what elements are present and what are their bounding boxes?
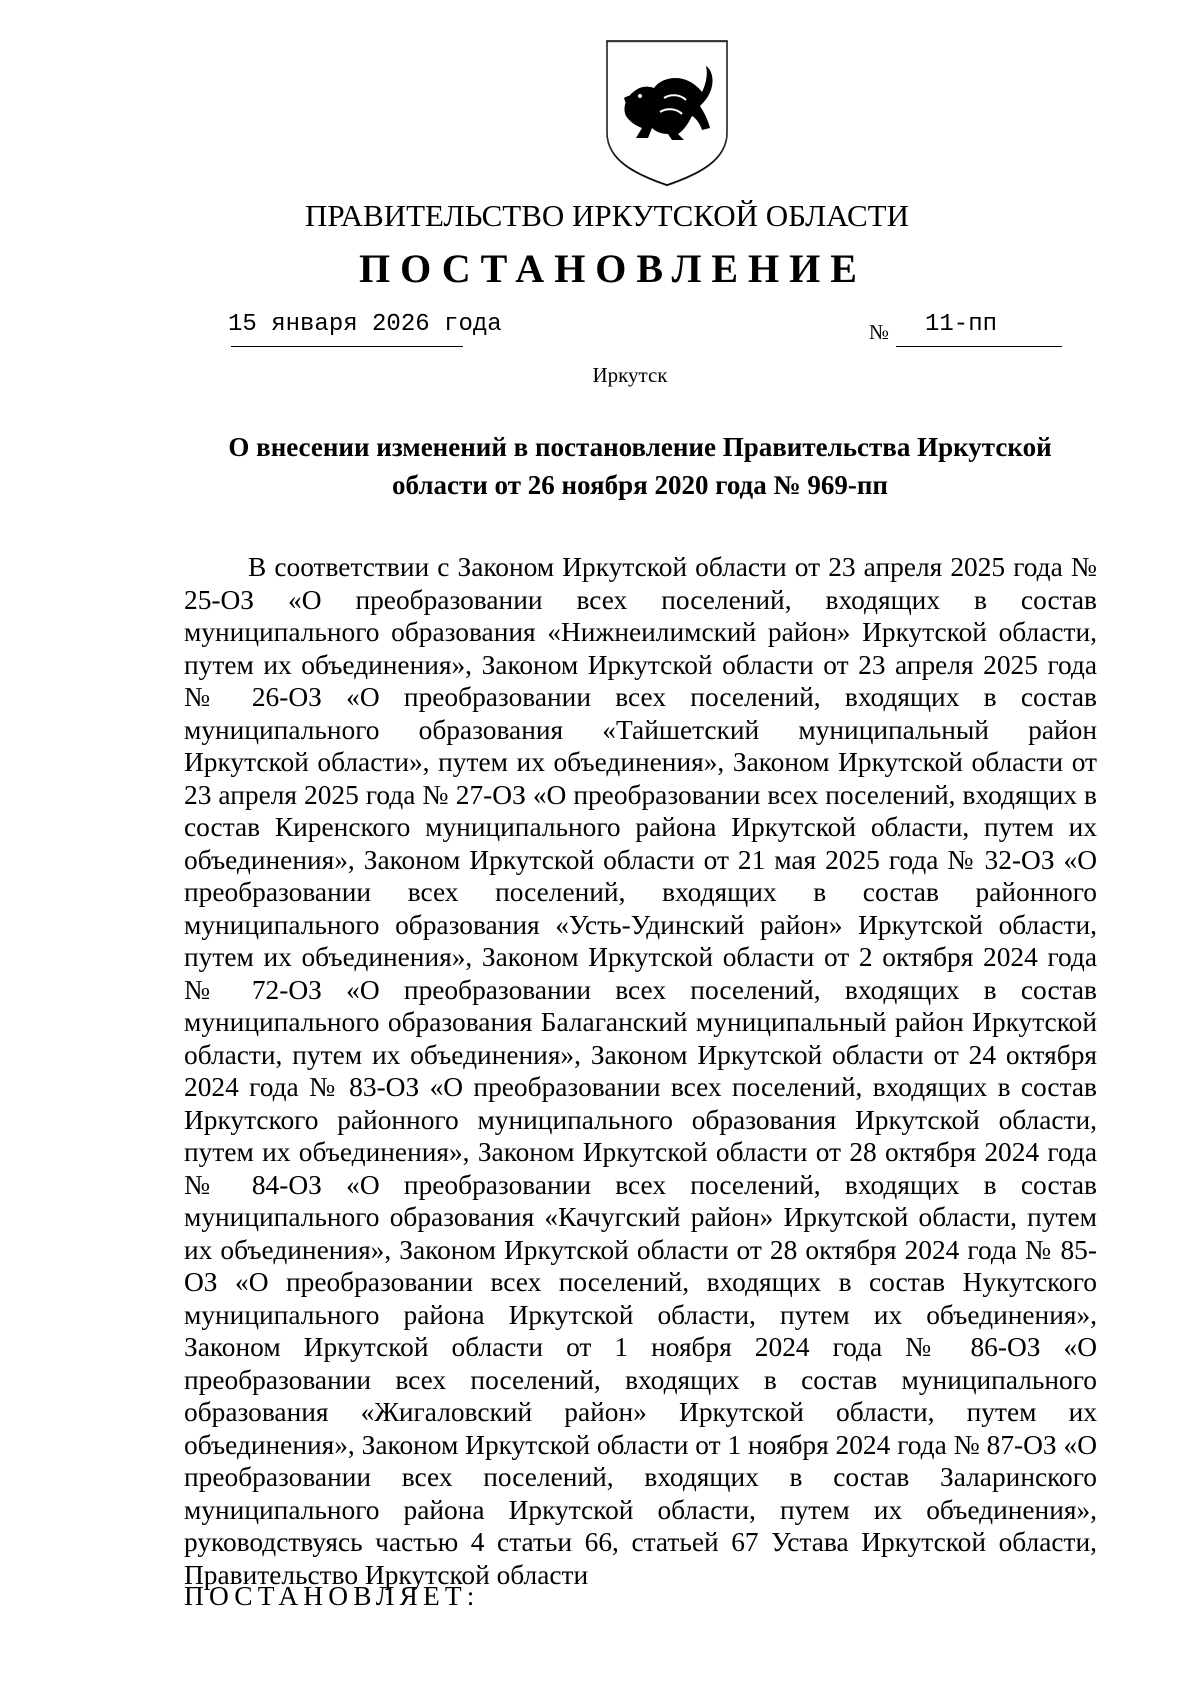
issue-city: Иркутск	[592, 363, 668, 387]
document-date: 15 января 2026 года	[228, 311, 502, 338]
preamble-paragraph: В соответствии с Законом Иркутской области от 23 апреля 2025 года № 25-ОЗ «О преобразовании всех поселений, входящих в состав муниципального образования «Нижнеилимский район» Иркутской области, путем их объединения», Законом Иркутской области от 23 апреля 2025 года № 26-ОЗ «О преобразовании всех поселений, входящих в состав муниципального образования «Тайшетский муниципальный район Иркутской области», путем их объединения», Законом Иркутской области от 23 апреля 2025 года № 27-ОЗ «О преобразовании всех поселений, входящих в состав Киренского муниципального района Иркутской области, путем их объединения», Законом Иркутской области от 21 мая 2025 года № 32-ОЗ «О преобразовании всех поселений, входящих в состав районного муниципального образования «Усть-Удинский район» Иркутской области, путем их объединения», Законом Иркутской области от 2 октября 2024 года № 72-ОЗ «О преобразовании всех поселений, входящих в состав муниципального образования Балаганский муниципальный район Иркутской области, путем их объединения», Законом Иркутской области от 24 октября 2024 года № 83-ОЗ «О преобразовании всех поселений, входящих в состав Иркутского районного муниципального образования Иркутской области, путем их объединения», Законом Иркутской области от 28 октября 2024 года № 84-ОЗ «О преобразовании всех поселений, входящих в состав муниципального образования «Качугский район» Иркутской области, путем их объединения», Законом Иркутской области от 28 октября 2024 года № 85-ОЗ «О преобразовании всех поселений, входящих в состав Нукутского муниципального района Иркутской области, путем их объединения», Законом Иркутской области от 1 ноября 2024 года № 86-ОЗ «О преобразовании всех поселений, входящих в состав муниципального образования «Жигаловский район» Иркутской области, путем их объединения», Законом Иркутской области от 1 ноября 2024 года № 87-ОЗ «О преобразовании всех поселений, входящих в состав Заларинского муниципального района Иркутской области, путем их объединения», руководствуясь частью 4 статьи 66, статьей 67 Устава Иркутской области, Правительство Иркутской области	[184, 552, 1097, 1590]
document-number: 11-пп	[925, 311, 998, 338]
irkutsk-coat-of-arms-icon	[604, 38, 730, 188]
subject-line-1: О внесении изменений в постановление Правительства Иркутской	[228, 432, 1052, 462]
number-sign-label: №	[869, 320, 890, 344]
document-type-heading: ПОСТАНОВЛЕНИЕ	[359, 246, 867, 291]
document-number-field	[896, 306, 1062, 347]
document-subject	[180, 428, 1100, 504]
government-title: ПРАВИТЕЛЬСТВО ИРКУТСКОЙ ОБЛАСТИ	[304, 198, 909, 233]
subject-line-2: области от 26 ноября 2020 года № 969-пп	[392, 470, 888, 500]
document-date-field	[228, 306, 502, 347]
resolves-keyword: ПОСТАНОВЛЯЕТ:	[184, 1581, 480, 1611]
